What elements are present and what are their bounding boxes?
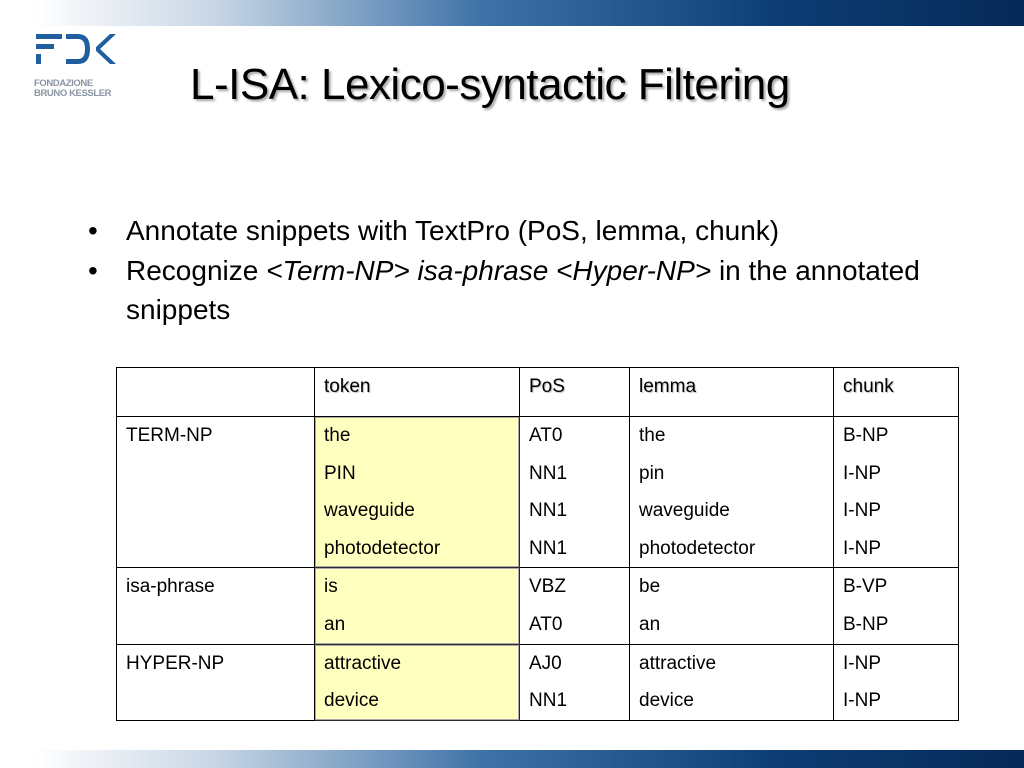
group-label-cell: HYPER-NP	[117, 644, 315, 720]
header-lemma: lemma	[630, 368, 834, 417]
header-pos: PoS	[520, 368, 630, 417]
bullet-text-pre: Recognize	[126, 255, 267, 286]
chunk-cell: I-NP I-NP	[834, 644, 959, 720]
pos-cell: VBZ AT0	[520, 568, 630, 644]
lemma-cell: be an	[630, 568, 834, 644]
pos-cell: AJ0 NN1	[520, 644, 630, 720]
top-decorative-bar	[34, 0, 1024, 26]
lemma-cell: the pin waveguide photodetector	[630, 417, 834, 568]
bullet-pattern-italic: <Term-NP> isa-phrase <Hyper-NP>	[266, 255, 712, 286]
bullet-item	[88, 251, 968, 329]
token-cell-highlighted: the PIN waveguide photodetector	[315, 417, 520, 568]
header-chunk: chunk	[834, 368, 959, 417]
header-token: token	[315, 368, 520, 417]
pos-cell: AT0 NN1 NN1 NN1	[520, 417, 630, 568]
chunk-cell: B-NP I-NP I-NP I-NP	[834, 417, 959, 568]
bullet-list	[88, 210, 968, 329]
token-cell-highlighted: attractive device	[315, 644, 520, 720]
lemma-cell: attractive device	[630, 644, 834, 720]
table-row-hyper-np	[117, 644, 959, 720]
table-header-row	[117, 368, 959, 417]
slide-title: L-ISA: Lexico-syntactic Filtering	[190, 60, 790, 109]
chunk-cell: B-VP B-NP	[834, 568, 959, 644]
header-empty	[117, 368, 315, 417]
table-row-term-np	[117, 417, 959, 568]
table-row-isa-phrase	[117, 568, 959, 644]
group-label-cell: isa-phrase	[117, 568, 315, 644]
bullet-text-post: in the annotated snippets	[126, 255, 920, 325]
logo-wordmark: FONDAZIONE BRUNO KESSLER	[34, 78, 112, 99]
bullet-text: Annotate snippets with TextPro (PoS, lemma, chunk)	[126, 215, 780, 246]
bottom-decorative-bar	[34, 750, 1024, 768]
bullet-item	[88, 210, 968, 251]
annotation-table	[116, 367, 959, 721]
group-label-cell: TERM-NP	[117, 417, 315, 568]
token-cell-highlighted: is an	[315, 568, 520, 644]
